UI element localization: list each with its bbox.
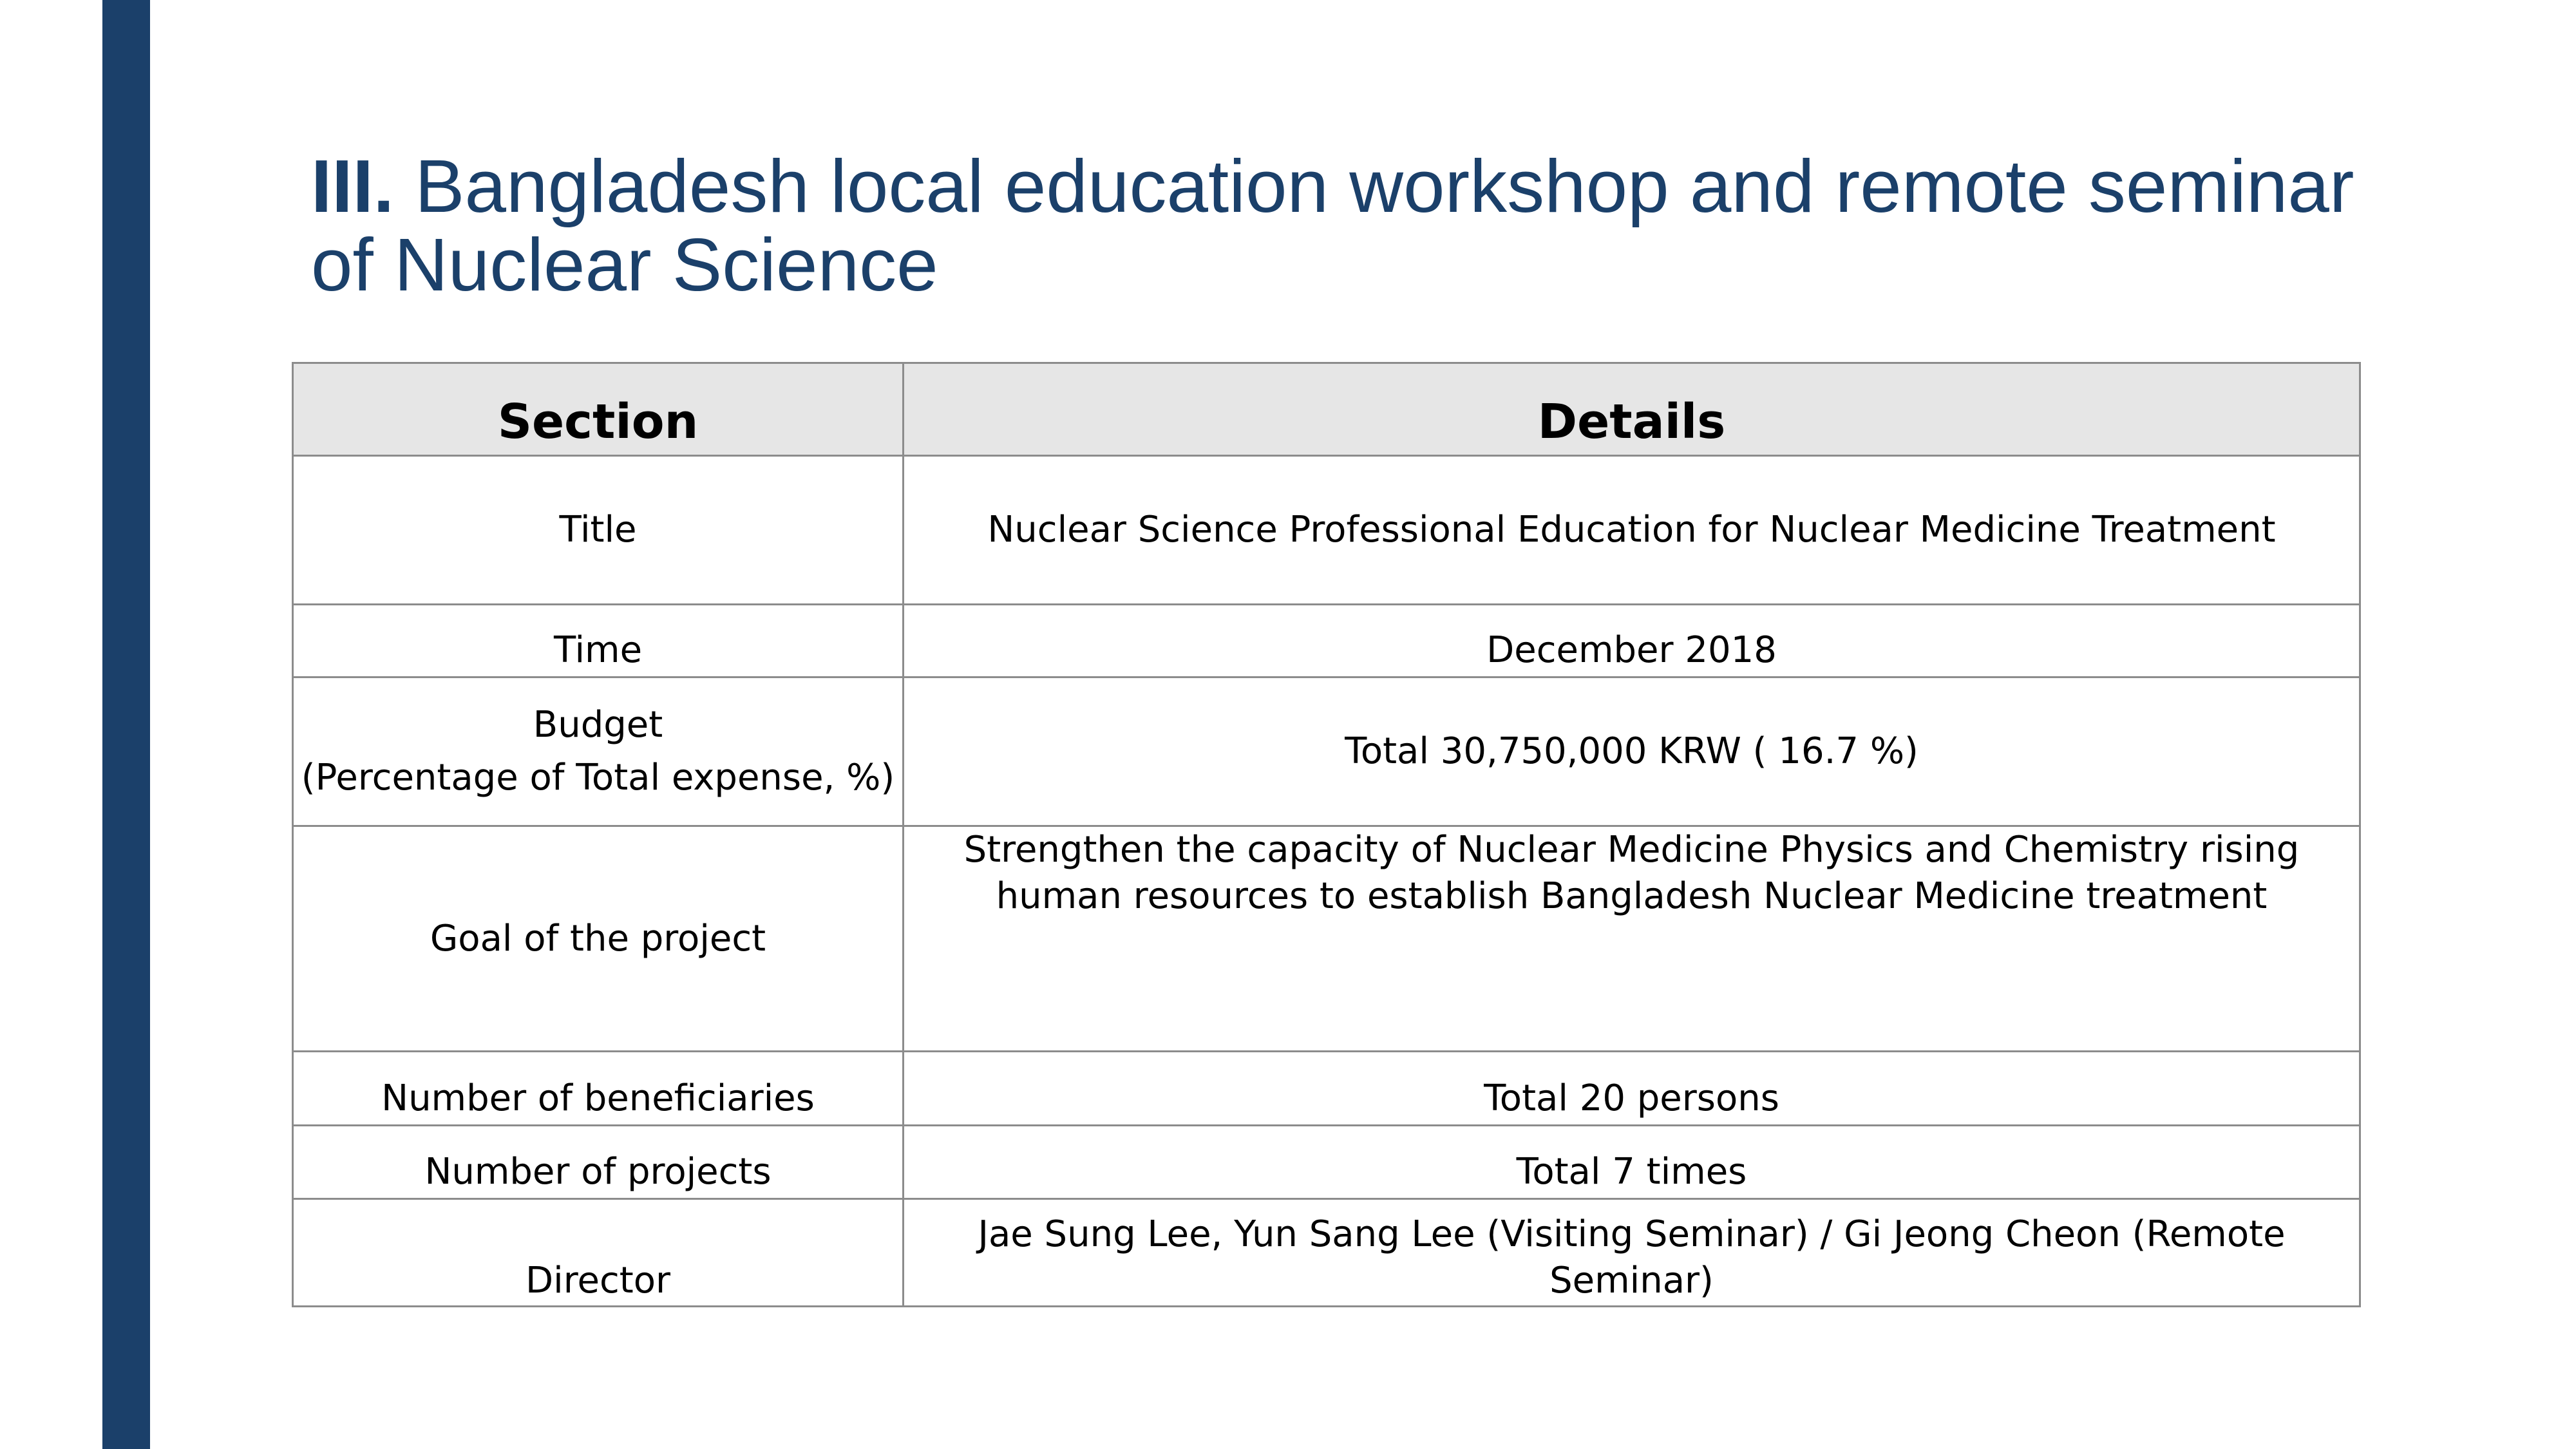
section-numeral: III. — [311, 144, 394, 228]
header-details: Details — [904, 363, 2360, 456]
row-value-title: Nuclear Science Professional Education for Nuclear Medicine Treatment — [904, 456, 2360, 605]
row-value-time: December 2018 — [904, 605, 2360, 677]
budget-label-line1: Budget — [533, 704, 663, 746]
budget-label-line2: (Percentage of Total expense, %) — [301, 757, 895, 799]
accent-side-bar — [102, 0, 150, 1449]
table-header-row — [293, 363, 2360, 456]
row-value-director: Jae Sung Lee, Yun Sang Lee (Visiting Seminar) / Gi Jeong Cheon (Remote Seminar) — [904, 1199, 2360, 1307]
row-label-goal: Goal of the project — [293, 826, 904, 1052]
row-label-title: Title — [293, 456, 904, 605]
table-row-projects — [293, 1126, 2360, 1199]
table-row-title — [293, 456, 2360, 605]
row-label-time: Time — [293, 605, 904, 677]
table-row-budget — [293, 677, 2360, 826]
row-value-projects: Total 7 times — [904, 1126, 2360, 1199]
title-text: Bangladesh local education workshop and remote seminar of Nuclear Science — [311, 144, 2354, 307]
table-row-time — [293, 605, 2360, 677]
table-row-director — [293, 1199, 2360, 1307]
row-label-budget — [293, 677, 904, 826]
row-value-goal: Strengthen the capacity of Nuclear Medicine Physics and Chemistry rising human resources to establish Bangladesh Nuclear Medicine treatment — [904, 826, 2360, 1052]
header-section: Section — [293, 363, 904, 456]
row-label-beneficiaries: Number of beneficiaries — [293, 1052, 904, 1126]
table-row-beneficiaries — [293, 1052, 2360, 1126]
row-label-director: Director — [293, 1199, 904, 1307]
project-details-table — [292, 362, 2361, 1307]
row-value-budget: Total 30,750,000 KRW ( 16.7 %) — [904, 677, 2360, 826]
slide-title — [311, 144, 2372, 307]
row-value-beneficiaries: Total 20 persons — [904, 1052, 2360, 1126]
table-row-goal — [293, 826, 2360, 1052]
row-label-projects: Number of projects — [293, 1126, 904, 1199]
